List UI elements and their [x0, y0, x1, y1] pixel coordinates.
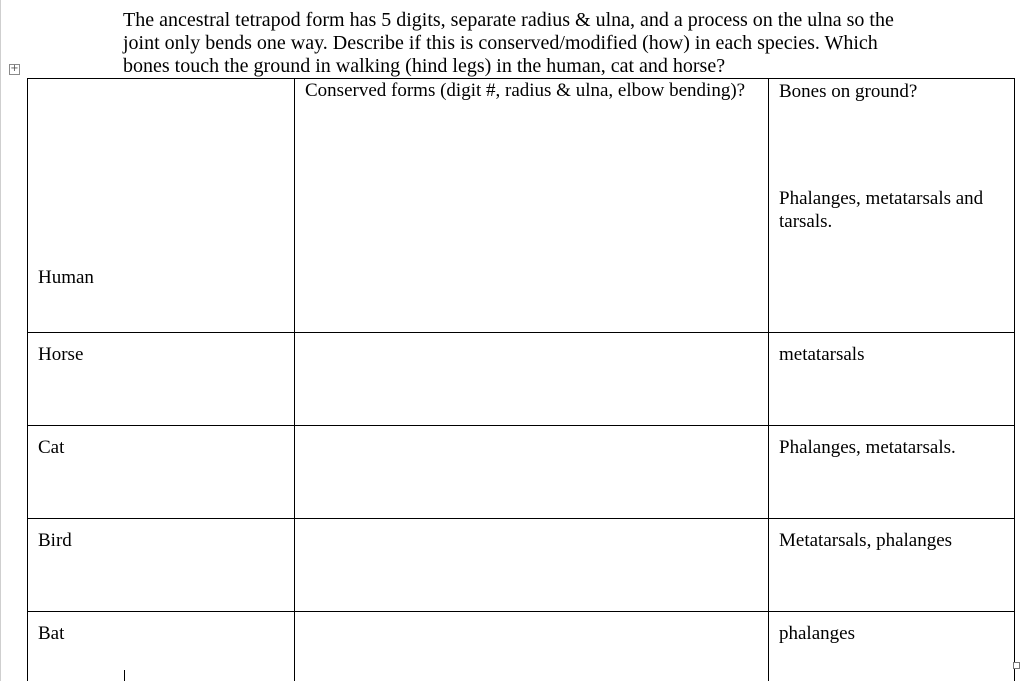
species-cell[interactable] [28, 426, 295, 519]
table-resize-handle[interactable] [1013, 662, 1020, 669]
page-left-edge [0, 0, 1, 681]
conserved-value [305, 333, 758, 343]
intro-paragraph: The ancestral tetrapod form has 5 digits, separate radius & ulna, and a process on the ulna so the joint only bends one way. Describe if this is conserved/modified (how) in each species. Which bones touch the ground in walking (hind legs) in the human, cat and horse? [123, 9, 894, 77]
species-cell[interactable] [28, 612, 295, 681]
table-row [28, 612, 1015, 681]
text-cursor [124, 670, 125, 681]
conserved-value [305, 612, 758, 622]
table-row [28, 519, 1015, 612]
bones-header-cell[interactable] [769, 79, 1015, 333]
table-move-handle-icon[interactable]: + [10, 63, 19, 74]
conserved-cell[interactable] [295, 426, 769, 519]
table-row [28, 333, 1015, 426]
conserved-header-label: Conserved forms (digit #, radius & ulna, elbow bending)? [305, 80, 746, 101]
bones-value: Phalanges, metatarsals. [779, 437, 956, 458]
bones-value: phalanges [779, 623, 855, 644]
species-label: Horse [38, 344, 84, 365]
species-cell[interactable] [28, 333, 295, 426]
bones-cell[interactable] [769, 519, 1015, 612]
species-cell[interactable] [28, 519, 295, 612]
comparison-table [27, 78, 1015, 681]
bones-cell[interactable] [769, 333, 1015, 426]
species-label: Bat [38, 623, 65, 644]
conserved-cell[interactable] [295, 333, 769, 426]
species-label: Human [38, 267, 94, 288]
table-row [28, 426, 1015, 519]
species-cell[interactable] [28, 79, 295, 333]
conserved-header-cell[interactable] [295, 79, 769, 333]
bones-value: Phalanges, metatarsals and tarsals. [779, 188, 984, 232]
conserved-value [305, 519, 758, 529]
conserved-value [305, 426, 758, 436]
table-header-row [28, 79, 1015, 333]
bones-value: metatarsals [779, 344, 865, 365]
bones-cell[interactable] [769, 612, 1015, 681]
bones-cell[interactable] [769, 426, 1015, 519]
species-label: Bird [38, 530, 72, 551]
conserved-cell[interactable] [295, 612, 769, 681]
conserved-cell[interactable] [295, 519, 769, 612]
bones-header-label: Bones on ground? [779, 81, 918, 102]
bones-value: Metatarsals, phalanges [779, 530, 953, 551]
species-label: Cat [38, 437, 65, 458]
